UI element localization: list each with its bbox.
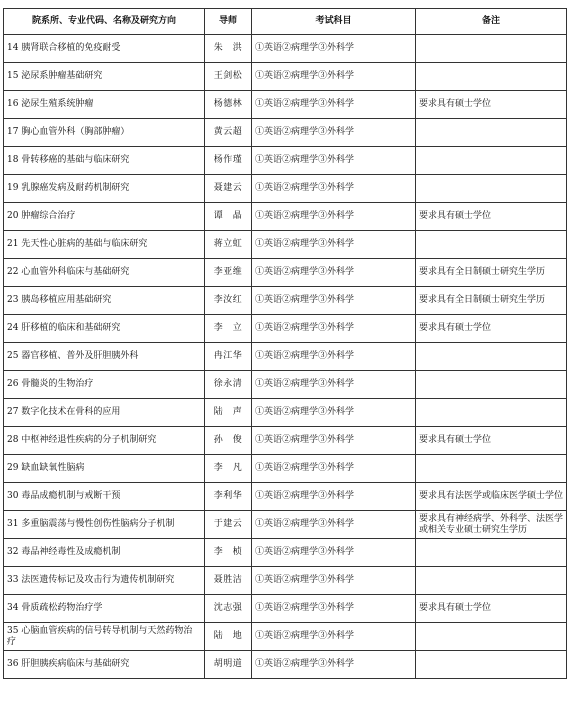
exam-subjects-cell: ①英语②病理学③外科学 — [252, 343, 416, 371]
table-row — [4, 651, 567, 679]
supervisor-cell: 孙 俊 — [205, 427, 252, 455]
research-direction-cell: 36 肝胆胰疾病临床与基础研究 — [4, 651, 205, 679]
supervisor-cell: 陆 地 — [205, 623, 252, 651]
note-cell — [416, 175, 567, 203]
research-direction-cell: 14 胰肾联合移植的免疫耐受 — [4, 35, 205, 63]
supervisor-cell: 杨德林 — [205, 91, 252, 119]
exam-subjects-cell: ①英语②病理学③外科学 — [252, 595, 416, 623]
supervisor-cell: 蒋立虹 — [205, 231, 252, 259]
supervisor-cell: 胡明道 — [205, 651, 252, 679]
supervisor-cell: 李亚维 — [205, 259, 252, 287]
table-row — [4, 119, 567, 147]
supervisor-cell: 黄云超 — [205, 119, 252, 147]
table-body — [4, 35, 567, 679]
table-row — [4, 567, 567, 595]
exam-subjects-cell: ①英语②病理学③外科学 — [252, 651, 416, 679]
research-direction-cell: 16 泌尿生殖系统肿瘤 — [4, 91, 205, 119]
note-cell: 要求具有硕士学位 — [416, 315, 567, 343]
research-direction-cell: 34 骨质疏松药物治疗学 — [4, 595, 205, 623]
table-row — [4, 91, 567, 119]
research-direction-cell: 25 器官移植、普外及肝胆胰外科 — [4, 343, 205, 371]
note-cell — [416, 35, 567, 63]
exam-subjects-cell: ①英语②病理学③外科学 — [252, 287, 416, 315]
exam-subjects-cell: ①英语②病理学③外科学 — [252, 259, 416, 287]
supervisor-cell: 李 凡 — [205, 455, 252, 483]
header-note: 备注 — [416, 9, 567, 35]
supervisor-cell: 李汝红 — [205, 287, 252, 315]
supervisor-cell: 王剑松 — [205, 63, 252, 91]
note-cell — [416, 63, 567, 91]
supervisor-cell: 杨作瑾 — [205, 147, 252, 175]
header-direction: 院系所、专业代码、名称及研究方向 — [4, 9, 205, 35]
research-direction-cell: 21 先天性心脏病的基础与临床研究 — [4, 231, 205, 259]
research-direction-cell: 20 肿瘤综合治疗 — [4, 203, 205, 231]
exam-subjects-cell: ①英语②病理学③外科学 — [252, 483, 416, 511]
research-direction-cell: 33 法医遗传标记及攻击行为遗传机制研究 — [4, 567, 205, 595]
table-row — [4, 623, 567, 651]
header-row — [4, 9, 567, 35]
supervisor-cell: 于建云 — [205, 511, 252, 539]
supervisor-cell: 沈志强 — [205, 595, 252, 623]
note-cell — [416, 147, 567, 175]
note-cell — [416, 343, 567, 371]
table-row — [4, 511, 567, 539]
table-row — [4, 35, 567, 63]
supervisor-cell: 李 桢 — [205, 539, 252, 567]
research-direction-cell: 22 心血管外科临床与基础研究 — [4, 259, 205, 287]
exam-subjects-cell: ①英语②病理学③外科学 — [252, 623, 416, 651]
research-direction-cell: 27 数字化技术在骨科的应用 — [4, 399, 205, 427]
note-cell: 要求具有法医学或临床医学硕士学位 — [416, 483, 567, 511]
research-direction-cell: 19 乳腺癌发病及耐药机制研究 — [4, 175, 205, 203]
research-direction-cell: 26 骨髓炎的生物治疗 — [4, 371, 205, 399]
exam-subjects-cell: ①英语②病理学③外科学 — [252, 203, 416, 231]
research-direction-cell: 15 泌尿系肿瘤基础研究 — [4, 63, 205, 91]
research-direction-cell: 29 缺血缺氧性脑病 — [4, 455, 205, 483]
note-cell — [416, 371, 567, 399]
note-cell — [416, 399, 567, 427]
note-cell: 要求具有硕士学位 — [416, 203, 567, 231]
table-header — [4, 9, 567, 35]
table-row — [4, 539, 567, 567]
exam-subjects-cell: ①英语②病理学③外科学 — [252, 231, 416, 259]
note-cell: 要求具有硕士学位 — [416, 595, 567, 623]
note-cell — [416, 539, 567, 567]
research-direction-cell: 17 胸心血管外科（胸部肿瘤） — [4, 119, 205, 147]
exam-subjects-cell: ①英语②病理学③外科学 — [252, 455, 416, 483]
note-cell: 要求具有神经病学、外科学、法医学或相关专业硕士研究生学历 — [416, 511, 567, 539]
supervisor-cell: 谭 晶 — [205, 203, 252, 231]
research-direction-cell: 24 肝移植的临床和基础研究 — [4, 315, 205, 343]
note-cell — [416, 567, 567, 595]
research-direction-cell: 28 中枢神经退性疾病的分子机制研究 — [4, 427, 205, 455]
exam-subjects-cell: ①英语②病理学③外科学 — [252, 315, 416, 343]
note-cell — [416, 455, 567, 483]
table-row — [4, 147, 567, 175]
research-direction-cell: 31 多重脑震荡与慢性创伤性脑病分子机制 — [4, 511, 205, 539]
note-cell — [416, 623, 567, 651]
table-row — [4, 455, 567, 483]
supervisor-cell: 徐永清 — [205, 371, 252, 399]
exam-subjects-cell: ①英语②病理学③外科学 — [252, 63, 416, 91]
table-row — [4, 63, 567, 91]
research-direction-cell: 30 毒品成瘾机制与戒断干预 — [4, 483, 205, 511]
supervisor-cell: 朱 洪 — [205, 35, 252, 63]
table-row — [4, 259, 567, 287]
supervisor-cell: 李 立 — [205, 315, 252, 343]
table-row — [4, 483, 567, 511]
note-cell: 要求具有全日制硕士研究生学历 — [416, 259, 567, 287]
table-row — [4, 231, 567, 259]
header-exam: 考试科目 — [252, 9, 416, 35]
exam-subjects-cell: ①英语②病理学③外科学 — [252, 427, 416, 455]
note-cell — [416, 231, 567, 259]
table-row — [4, 315, 567, 343]
table-row — [4, 287, 567, 315]
table-row — [4, 399, 567, 427]
table-row — [4, 175, 567, 203]
research-direction-cell: 23 胰岛移植应用基础研究 — [4, 287, 205, 315]
note-cell — [416, 119, 567, 147]
supervisor-cell: 聂建云 — [205, 175, 252, 203]
exam-subjects-cell: ①英语②病理学③外科学 — [252, 567, 416, 595]
research-direction-cell: 32 毒品神经毒性及成瘾机制 — [4, 539, 205, 567]
program-table — [3, 8, 567, 679]
exam-subjects-cell: ①英语②病理学③外科学 — [252, 399, 416, 427]
research-direction-cell: 18 骨转移癌的基础与临床研究 — [4, 147, 205, 175]
note-cell — [416, 651, 567, 679]
supervisor-cell: 聂胜洁 — [205, 567, 252, 595]
exam-subjects-cell: ①英语②病理学③外科学 — [252, 539, 416, 567]
exam-subjects-cell: ①英语②病理学③外科学 — [252, 147, 416, 175]
table-row — [4, 595, 567, 623]
supervisor-cell: 冉江华 — [205, 343, 252, 371]
exam-subjects-cell: ①英语②病理学③外科学 — [252, 371, 416, 399]
supervisor-cell: 李利华 — [205, 483, 252, 511]
table-row — [4, 371, 567, 399]
table-row — [4, 203, 567, 231]
exam-subjects-cell: ①英语②病理学③外科学 — [252, 91, 416, 119]
supervisor-cell: 陆 声 — [205, 399, 252, 427]
exam-subjects-cell: ①英语②病理学③外科学 — [252, 119, 416, 147]
table-row — [4, 427, 567, 455]
note-cell: 要求具有硕士学位 — [416, 427, 567, 455]
exam-subjects-cell: ①英语②病理学③外科学 — [252, 35, 416, 63]
exam-subjects-cell: ①英语②病理学③外科学 — [252, 175, 416, 203]
research-direction-cell: 35 心脑血管疾病的信号转导机制与天然药物治疗 — [4, 623, 205, 651]
exam-subjects-cell: ①英语②病理学③外科学 — [252, 511, 416, 539]
table-row — [4, 343, 567, 371]
header-supervisor: 导师 — [205, 9, 252, 35]
note-cell: 要求具有硕士学位 — [416, 91, 567, 119]
note-cell: 要求具有全日制硕士研究生学历 — [416, 287, 567, 315]
